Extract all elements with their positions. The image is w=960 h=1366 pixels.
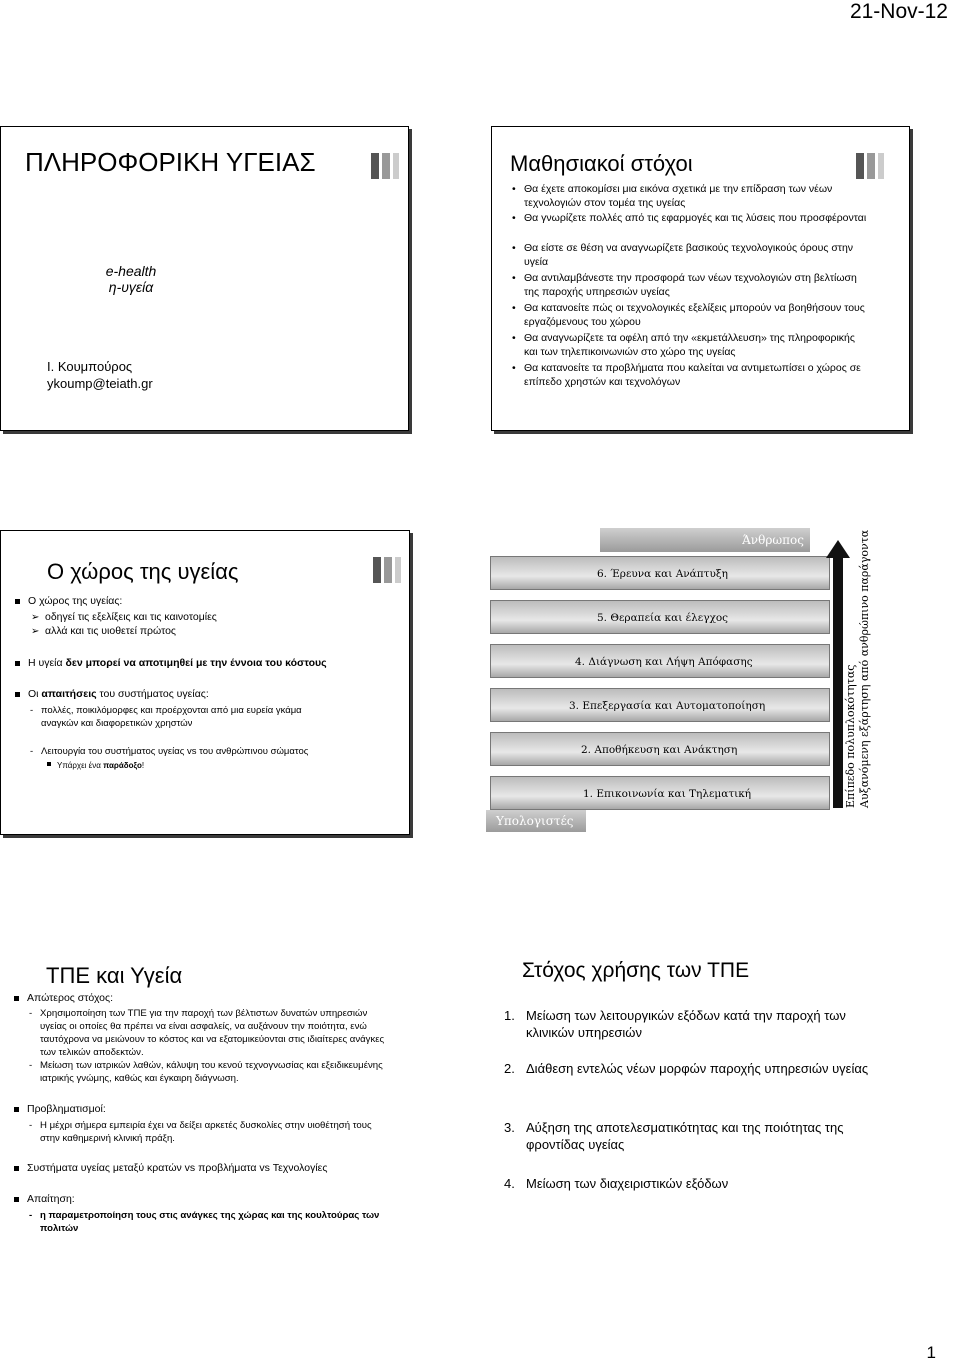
concerns-heading: Προβληματισμοί: bbox=[27, 1103, 106, 1115]
point-various: - πολλές, ποικιλόμορφες και προέρχονται από μια ευρεία γκάμα αναγκών και διαφορετικών χρηστών bbox=[41, 704, 341, 730]
slide-ict-goals bbox=[487, 931, 910, 1237]
computers-label: Υπολογιστές bbox=[486, 810, 586, 832]
concerns-text: - Η μέχρι σήμερα εμπειρία έχει να δείξει αρκετές δυσκολίες στην υιοθέτησή τους στην καθημερινή κλινική πράξη. bbox=[40, 1119, 385, 1145]
slide-ict-health bbox=[0, 931, 408, 1237]
goal-item: • Θα αναγνωρίζετε τα οφέλη από την «εκμετάλλευση» της πληροφορικής και των τηλεπικοινωνιών στο χώρο της υγείας bbox=[506, 331, 869, 359]
goal-item: • Θα είστε σε θέση να αναγνωρίζετε βασικούς τεχνολογικούς όρους στην υγεία bbox=[506, 241, 869, 269]
slide-title-text: Στόχος χρήσης των ΤΠΕ bbox=[522, 959, 750, 982]
point-requirements: Οι απαιτήσεις του συστήματος υγείας: bbox=[28, 688, 209, 700]
subtitle-ygeia: η-υγεία bbox=[108, 279, 154, 295]
ict-goal-item: 3. Αύξηση της αποτελεσματικότητας και της ποιότητας της φροντίδας υγείας bbox=[504, 1120, 844, 1152]
goal-item: • Θα κατανοείτε πώς οι τεχνολογικές εξελίξεις μπορούν να βοηθήσουν τους εργαζόμενους του χώρου bbox=[506, 301, 869, 329]
goal-text-2: - Μείωση των ιατρικών λαθών, κάλυψη του κενού τεχνογνωσίας και εξειδικευμένης ιατρικής γνώμης, καθώς και έγκαιρη διάγνωση. bbox=[40, 1059, 395, 1085]
point-body-analogy: - Λειτουργία του συστήματος υγείας vs του ανθρώπινου σώματος bbox=[41, 745, 308, 758]
point-domain: Ο χώρος της υγείας: bbox=[28, 595, 123, 607]
layer-6: 6. Έρευνα και Ανάπτυξη bbox=[490, 556, 830, 590]
goal-item: • Θα γνωρίζετε πολλές από τις εφαρμογές και τις λύσεις που προσφέρονται bbox=[506, 211, 869, 225]
goal-text-1: - Χρησιμοποίηση των ΤΠΕ για την παροχή των βέλτιστων δυνατών υπηρεσιών υγείας οι οποίες θα πρέπει να είναι ασφαλείς, να αυξάνουν την ποιότητα, ενώ ταυτόχρονα να μειώνουν το κόστος και να εξατομικεύονται στις ιδιαίτερες ανάγκες των τελικών αποδεκτών. bbox=[40, 1007, 395, 1059]
complexity-label: Επίπεδο πολυπλοκότητας bbox=[844, 664, 857, 808]
layer-5: 5. Θεραπεία και έλεγχος bbox=[490, 600, 830, 634]
complexity-axis bbox=[833, 556, 843, 808]
point-paradox: Υπάρχει ένα παράδοξο! bbox=[57, 761, 145, 770]
handout-date: 21-Nov-12 bbox=[849, 0, 948, 23]
author-email: ykoump@teiath.gr bbox=[47, 376, 153, 391]
goal-item: • Θα αντιλαμβάνεστε την προσφορά των νέων τεχνολογιών στη βελτίωση της παροχής υπηρεσιών υγείας bbox=[506, 271, 869, 299]
slide-bars-icon bbox=[856, 153, 886, 179]
author-name: Ι. Κουμπούρος bbox=[47, 359, 133, 374]
layer-3: 3. Επεξεργασία και Αυτοματοποίηση bbox=[490, 688, 830, 722]
slide-bars-icon bbox=[371, 153, 401, 179]
slide-health-domain bbox=[0, 530, 410, 835]
subtitle-ehealth: e-health bbox=[105, 263, 157, 279]
page-number: 1 bbox=[926, 1343, 936, 1362]
requirement-text: - η παραμετροποίηση τους στις ανάγκες της χώρας και της κουλτούρας των πολιτών bbox=[40, 1209, 390, 1235]
slide-title bbox=[0, 126, 409, 431]
point-leads: ➢ οδηγεί τις εξελίξεις και τις καινοτομίες bbox=[45, 611, 217, 624]
layer-2: 2. Αποθήκευση και Ανάκτηση bbox=[490, 732, 830, 766]
ict-goal-item: 2. Διάθεση εντελώς νέων μορφών παροχής υπηρεσιών υγείας bbox=[504, 1061, 869, 1076]
ict-goal-item: 4. Μείωση των διαχειριστικών εξόδων bbox=[504, 1176, 729, 1191]
human-label: Άνθρωπος bbox=[600, 528, 810, 552]
human-dependency-label: Αυξανόμενη εξάρτηση από ανθρώπινο παράγοντα bbox=[858, 529, 871, 808]
layer-4: 4. Διάγνωση και Λήψη Απόφασης bbox=[490, 644, 830, 678]
goal-heading: Απώτερος στόχος: bbox=[27, 992, 113, 1004]
goal-item: • Θα κατανοείτε τα προβλήματα που καλείται να αντιμετωπίσει ο χώρος σε επίπεδο χρηστών και τεχνολόγων bbox=[506, 361, 869, 389]
slide-title-text: ΤΠΕ και Υγεία bbox=[46, 963, 183, 988]
goal-item: • Θα έχετε αποκομίσει μια εικόνα σχετικά με την επίδραση των νέων τεχνολογιών στον τομέα της υγείας bbox=[506, 182, 869, 210]
requirement-heading: Απαίτηση: bbox=[27, 1193, 75, 1205]
slide-bars-icon bbox=[373, 557, 403, 583]
point-cost: Η υγεία δεν μπορεί να αποτιμηθεί με την έννοια του κόστους bbox=[28, 657, 327, 669]
slide-title-text: Ο χώρος της υγείας bbox=[47, 559, 239, 584]
slide-title-text: Μαθησιακοί στόχοι bbox=[510, 151, 693, 176]
slide-title-text: ΠΛΗΡΟΦΟΡΙΚΗ ΥΓΕΙΑΣ bbox=[25, 147, 316, 177]
slide-learning-goals bbox=[491, 126, 910, 431]
layer-1: 1. Επικοινωνία και Τηλεματική bbox=[490, 776, 830, 810]
point-adopts: ➢ αλλά και τις υιοθετεί πρώτος bbox=[45, 625, 176, 638]
ict-goal-item: 1. Μείωση των λειτουργικών εξόδων κατά την παροχή των κλινικών υπηρεσιών bbox=[504, 1008, 846, 1040]
systems-vs: Συστήματα υγείας μεταξύ κρατών vs προβλήματα vs Τεχνολογίες bbox=[27, 1162, 328, 1174]
